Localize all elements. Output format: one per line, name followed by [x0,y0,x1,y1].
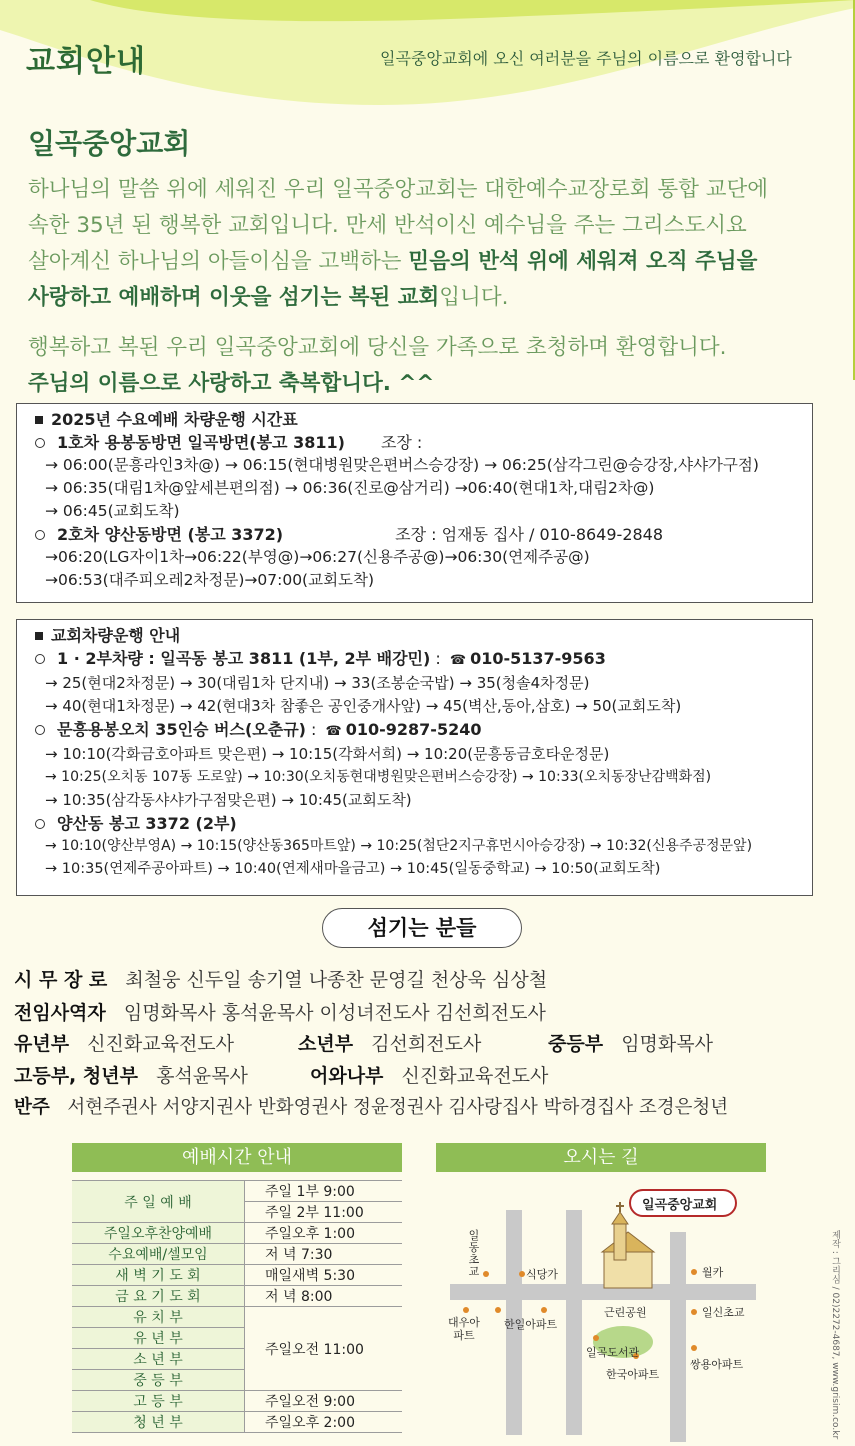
servers-names: 서현주권사 서양지권사 반화영권사 정윤정권사 김사랑집사 박하경집사 조경은청년 [67,1097,729,1118]
table-row [72,1223,402,1244]
credit-text: 제작 : 그리심 / 02)2272-4687, www.grisim.co.kr [830,1230,840,1440]
phone-number: 010-9287-5240 [345,720,482,739]
map-label: 일동초교 [468,1229,480,1278]
box-title: 2025년 수요예배 차량운행 시간표 [35,408,812,431]
route-assistant: 조장 : [380,433,423,452]
road [566,1210,582,1435]
schedule-label: 금 요 기 도 회 [72,1286,245,1307]
servers-names: 임명화목사 홍석윤목사 이성녀전도사 김선희전도사 [123,1002,546,1024]
route-stops: → 06:00(문흥라인3차@) → 06:15(현대병원맞은편버스승강장) → 06:25(삼각그린@승강장,샤샤가구점) [45,456,759,474]
table-row [72,1307,402,1328]
intro-text: 살아계신 하나님의 아들이심을 고백하는 [28,249,409,274]
route-title: 1호차 용봉동방면 일곡방면(봉고 3811) 조장 : [35,431,812,454]
circle-bullet-icon [35,530,45,540]
route-stops: → 25(현대2차정문) → 30(대림1차 단지내) → 33(조봉순국밥) → 35(청솔4차정문) [45,674,590,692]
table-row [72,1181,402,1202]
intro-bold: 믿음의 반석 위에 세워져 오직 주님을 [408,249,758,274]
circle-bullet-icon [35,654,45,664]
intro-line: 하나님의 말씀 위에 세워진 우리 일곡중앙교회는 대한예수교장로회 통합 교단에 [28,177,769,202]
servers-label: 소년부 [298,1033,354,1055]
page-title: 교회안내 [26,44,146,79]
square-bullet-icon [35,632,43,640]
directions-panel [436,1143,766,1442]
servers-names: 김선희전도사 [371,1033,482,1055]
sunday-bus-box [16,619,813,896]
route-stops: →06:20(LG자이1차→06:22(부영@)→06:27(신용주공@)→06:30(연제주공@) [45,548,590,566]
route-stops: → 40(현대1차정문) → 42(현대3차 참좋은 공인중개사앞) → 45(벽산,동아,삼호) → 50(교회도착) [45,697,682,715]
schedule-label: 유 년 부 [72,1328,245,1349]
servers-label: 시 무 장 로 [14,969,108,991]
servers-row [14,1061,549,1088]
schedule-time: 주일오전 11:00 [245,1307,403,1391]
map-label: 식당가 [526,1268,558,1281]
map-label: 한국아파트 [606,1368,660,1381]
route-title: 문흥용봉오치 35인승 버스(오춘규) : ☎ 010-9287-5240 [35,718,812,743]
route-title: 1 · 2부차량 : 일곡동 봉고 3811 (1부, 2부 배강민) : ☎ 010-5137-9563 [35,647,812,672]
map-label: 일신초교 [702,1306,745,1319]
route-stops: → 06:45(교회도착) [45,502,180,520]
church-name: 일곡중앙교회 [28,127,191,160]
route-stops: → 10:35(연제주공아파트) → 10:40(연제새마을금고) → 10:45(일동중학교) → 10:50(교회도착) [45,861,661,877]
schedule-label: 주일오후찬양예배 [72,1223,245,1244]
intro-line [28,244,828,280]
intro-line [28,280,828,316]
header-welcome: 일곡중앙교회에 오신 여러분을 주님의 이름으로 환영합니다 [380,49,792,68]
circle-bullet-icon [35,819,45,829]
servers-names: 임명화목사 [621,1033,713,1055]
servers-names: 신진화교육전도사 [401,1065,549,1087]
intro-line: 속한 35년 된 행복한 교회입니다. 만세 반석이신 예수님을 주는 그리스도시요 [28,213,747,238]
table-row [72,1265,402,1286]
servers-row [14,965,547,992]
map-label: 쌍용아파트 [690,1358,744,1371]
schedule-label: 수요예배/셀모임 [72,1244,245,1265]
route-title: 양산동 봉고 3372 (2부) [35,812,812,835]
servers-label: 어와나부 [310,1065,384,1087]
servers-names: 최철웅 신두일 송기열 나종찬 문영길 천상욱 심상철 [125,969,548,991]
table-row [72,1286,402,1307]
schedule-time: 매일새벽 5:30 [245,1265,403,1286]
servers-label: 중등부 [548,1033,604,1055]
schedule-time: 주일 1부 9:00 [245,1181,403,1202]
map-label: 대우아파트 [448,1316,480,1342]
box-title: 교회차량운행 안내 [35,624,812,647]
route-title: 2호차 양산동방면 (봉고 3372) 조장 : 엄재동 집사 / 010-8649-2848 [35,523,812,546]
schedule-label: 중 등 부 [72,1370,245,1391]
servers-label: 유년부 [14,1033,70,1055]
table-row [72,1391,402,1412]
road [670,1232,686,1442]
map [436,1180,766,1442]
servers-label: 고등부, 청년부 [14,1065,138,1087]
schedule-label: 유 치 부 [72,1307,245,1328]
servers-names: 신진화교육전도사 [87,1033,235,1055]
route-assistant: 조장 : 엄재동 집사 / 010-8649-2848 [395,525,664,544]
servers-heading: 섬기는 분들 [322,908,522,948]
schedule-label: 소 년 부 [72,1349,245,1370]
route-stops: → 10:25(오치동 107동 도로앞) → 10:30(오치동현대병원맞은편버스승강장) → 10:33(오치동장난감백화점) [45,769,712,785]
schedule-time: 주일 2부 11:00 [245,1202,403,1223]
schedule-table [72,1180,402,1433]
intro-bold: 사랑하고 예배하며 이웃을 섬기는 복된 교회 [28,285,440,310]
table-row [72,1244,402,1265]
schedule-time: 주일오후 1:00 [245,1223,403,1244]
phone-icon: ☎ [449,653,467,668]
road [450,1284,756,1300]
schedule-label: 청 년 부 [72,1412,245,1433]
intro-paragraph [28,172,828,316]
route-stops: → 06:35(대림1차@앞세븐편의점) → 06:36(진로@삼거리) →06:40(현대1차,대림2차@) [45,479,655,497]
schedule-time: 주일오전 9:00 [245,1391,403,1412]
route-stops: → 10:10(각화금호아파트 맞은편) → 10:15(각화서희) → 10:20(문흥동금호타운정문) [45,745,610,763]
route-stops: →06:53(대주피오레2차정문)→07:00(교회도착) [45,571,375,589]
servers-row [14,1029,713,1056]
map-label: 월카 [702,1266,724,1279]
intro-text: 입니다. [439,285,509,310]
schedule-label: 새 벽 기 도 회 [72,1265,245,1286]
table-row [72,1412,402,1433]
map-label: 근린공원 [604,1306,647,1319]
servers-row [14,998,546,1025]
phone-number: 010-5137-9563 [470,649,606,668]
schedule-label: 고 등 부 [72,1391,245,1412]
route-stops: → 10:35(삼각동샤샤가구점맞은편) → 10:45(교회도착) [45,791,412,809]
map-heading: 오시는 길 [436,1143,766,1172]
worship-schedule [72,1143,402,1433]
welcome-line: 행복하고 복된 우리 일곡중앙교회에 당신을 가족으로 초청하며 환영합니다. [28,335,727,360]
schedule-label: 주 일 예 배 [72,1181,245,1223]
servers-names: 홍석윤목사 [156,1065,248,1087]
schedule-time: 저 녁 7:30 [245,1244,403,1265]
servers-label: 반주 [14,1097,50,1118]
servers-row [14,1093,728,1119]
map-label: 일곡도서관 [586,1346,640,1359]
phone-icon: ☎ [325,724,342,739]
blessing-line: 주님의 이름으로 사랑하고 축복합니다. ^^ [28,371,435,396]
map-label: 한일아파트 [504,1318,558,1331]
wednesday-bus-box [16,403,813,603]
square-bullet-icon [35,416,43,424]
route-stops: → 10:10(양산부영A) → 10:15(양산동365마트앞) → 10:25(첨단2지구휴먼시아승강장) → 10:32(신용주공정문앞) [45,838,753,854]
schedule-time: 저 녁 8:00 [245,1286,403,1307]
circle-bullet-icon [35,438,45,448]
schedule-heading: 예배시간 안내 [72,1143,402,1172]
servers-label: 전임사역자 [14,1002,106,1024]
circle-bullet-icon [35,725,45,735]
map-church-label: 일곡중앙교회 [642,1198,718,1213]
schedule-time: 주일오후 2:00 [245,1412,403,1433]
